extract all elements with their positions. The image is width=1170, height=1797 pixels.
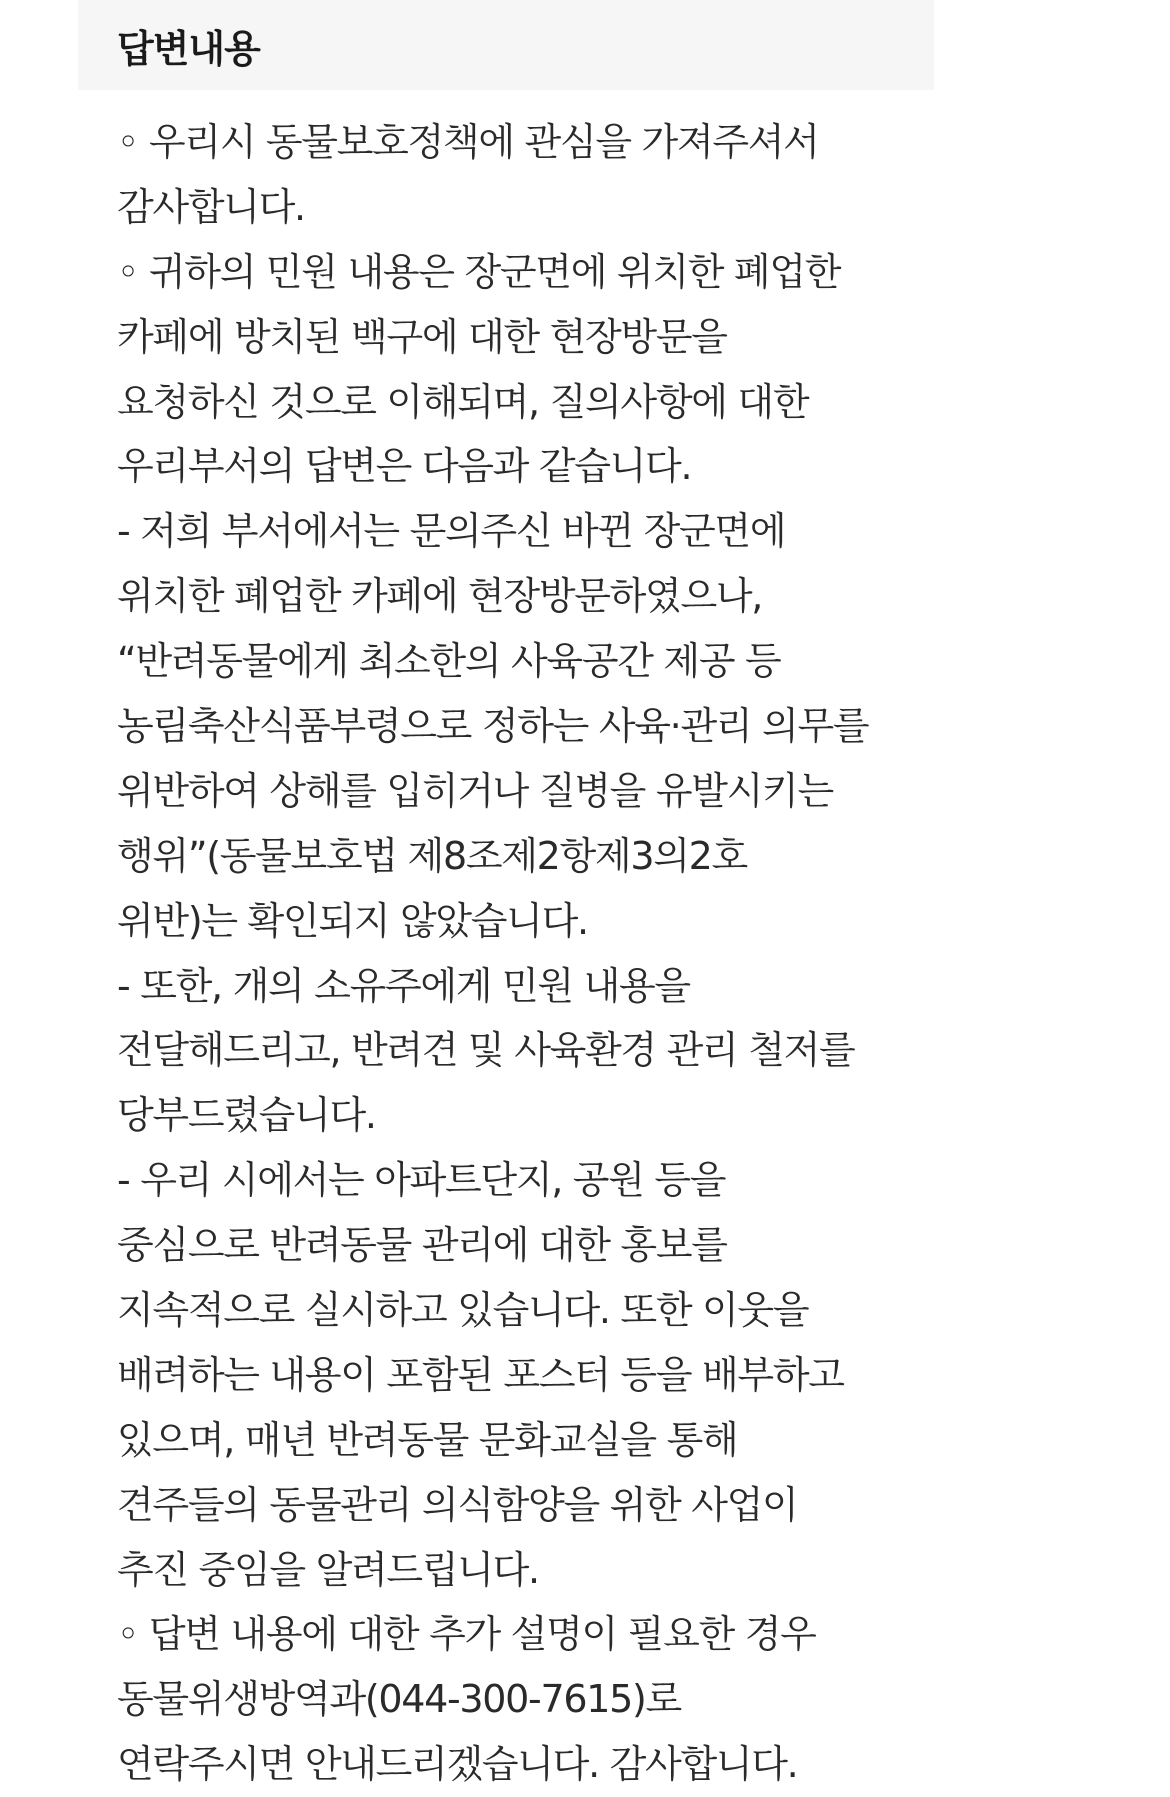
answer-line: 우리부서의 답변은 다음과 같습니다. bbox=[117, 444, 692, 489]
answer-line: 배려하는 내용이 포함된 포스터 등을 배부하고 bbox=[117, 1352, 844, 1397]
answer-line: 전달해드리고, 반려견 및 사육환경 관리 철저를 bbox=[117, 1028, 855, 1073]
answer-line: 위치한 폐업한 카페에 현장방문하였으나, bbox=[117, 574, 763, 619]
answer-header bbox=[78, 0, 934, 90]
answer-line: 행위”(동물보호법 제8조제2항제3의2호 bbox=[117, 833, 747, 878]
answer-line: 당부드렸습니다. bbox=[117, 1093, 376, 1138]
answer-line: ◦ 귀하의 민원 내용은 장군면에 위치한 폐업한 bbox=[117, 249, 841, 294]
answer-line: - 우리 시에서는 아파트단지, 공원 등을 bbox=[117, 1158, 726, 1203]
answer-line: 견주들의 동물관리 의식함양을 위한 사업이 bbox=[117, 1482, 798, 1527]
answer-line: 위반)는 확인되지 않았습니다. bbox=[117, 898, 588, 943]
answer-line: - 또한, 개의 소유주에게 민원 내용을 bbox=[117, 963, 690, 1008]
answer-header-title: 답변내용 bbox=[117, 26, 260, 71]
answer-line: 감사합니다. bbox=[117, 184, 305, 229]
answer-line: 연락주시면 안내드리겠습니다. 감사합니다. bbox=[117, 1742, 798, 1787]
answer-line: 카페에 방치된 백구에 대한 현장방문을 bbox=[117, 314, 727, 359]
answer-line: ◦ 답변 내용에 대한 추가 설명이 필요한 경우 bbox=[117, 1612, 816, 1657]
answer-line: “반려동물에게 최소한의 사육공간 제공 등 bbox=[117, 639, 781, 684]
answer-line: 농림축산식품부령으로 정하는 사육·관리 의무를 bbox=[117, 704, 869, 749]
answer-line: 추진 중임을 알려드립니다. bbox=[117, 1547, 539, 1592]
answer-line: 동물위생방역과(044-300-7615)로 bbox=[117, 1677, 681, 1722]
answer-line: 중심으로 반려동물 관리에 대한 홍보를 bbox=[117, 1223, 727, 1268]
answer-line: 있으며, 매년 반려동물 문화교실을 통해 bbox=[117, 1417, 738, 1462]
answer-line: - 저희 부서에서는 문의주신 바뀐 장군면에 bbox=[117, 509, 786, 554]
answer-line: ◦ 우리시 동물보호정책에 관심을 가져주셔서 bbox=[117, 120, 819, 164]
answer-line: 지속적으로 실시하고 있습니다. 또한 이웃을 bbox=[117, 1288, 809, 1333]
answer-line: 위반하여 상해를 입히거나 질병을 유발시키는 bbox=[117, 768, 833, 813]
answer-body bbox=[117, 110, 917, 1797]
answer-line: 요청하신 것으로 이해되며, 질의사항에 대한 bbox=[117, 379, 809, 424]
